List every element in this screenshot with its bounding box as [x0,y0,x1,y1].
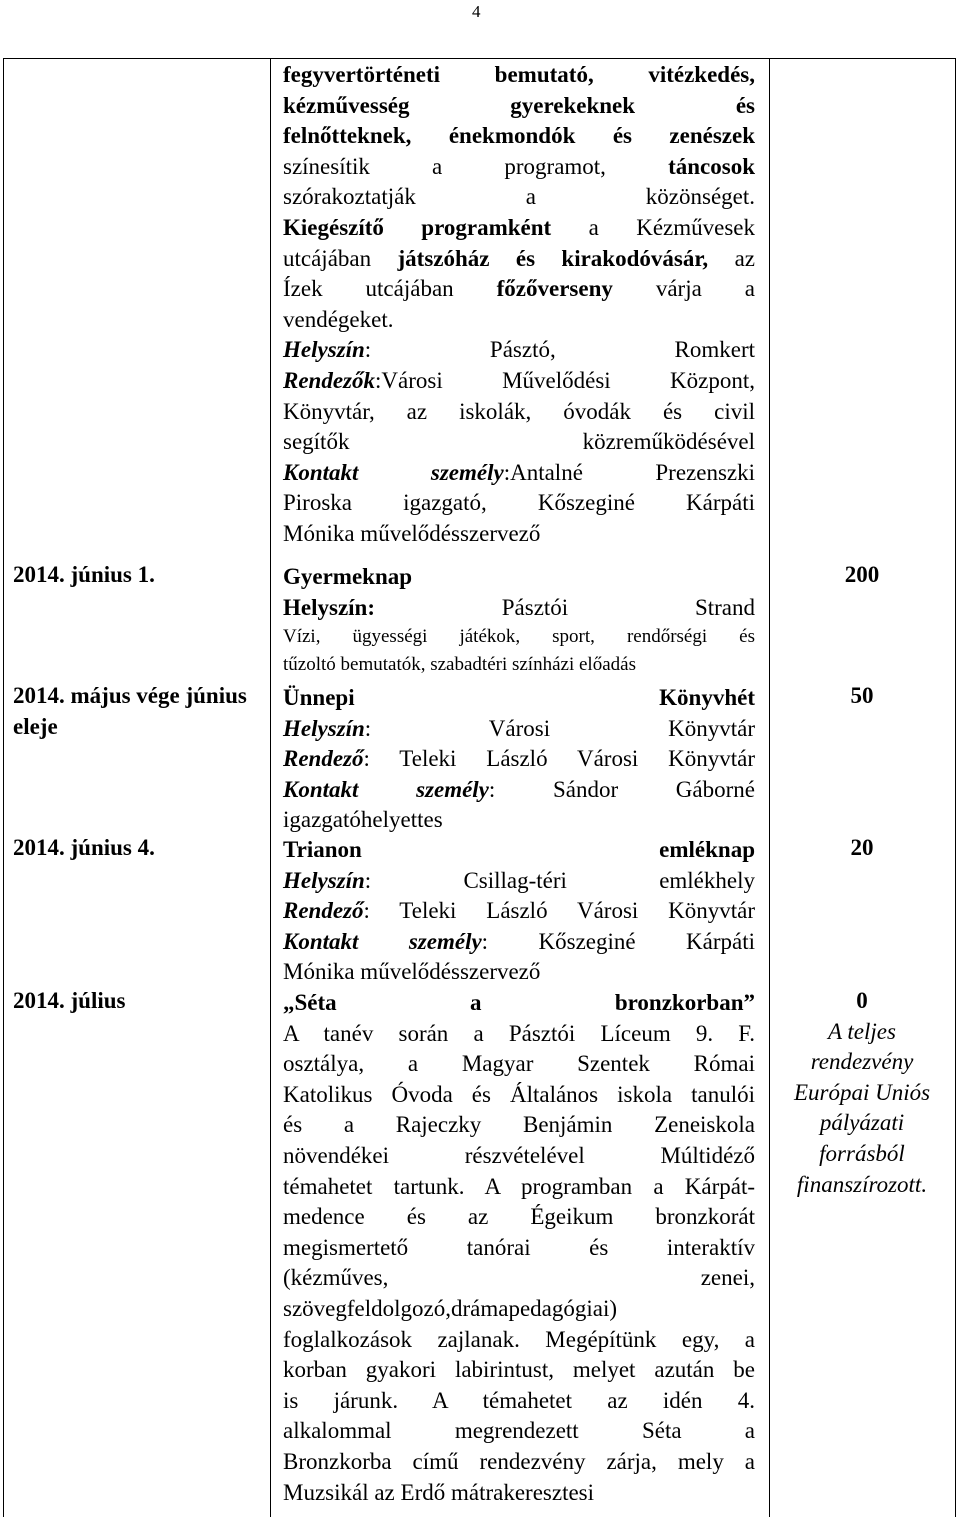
funding-note-line: pályázati [819,1110,905,1136]
description-line [283,1325,755,1356]
event-date: 2014. június 4. [13,835,155,860]
description-text: medence és az Égeikum bronzkorát [283,1204,755,1230]
description-text: A tanév során a Pásztói Líceum 9. F. [283,1020,755,1046]
description-text: : Sándor Gáborné [488,776,755,802]
description-line [283,1141,755,1172]
funding-note-line: finanszírozott. [796,1171,928,1197]
description-line [283,519,755,550]
description-text: utcájában [283,245,398,271]
description-line [283,1447,755,1478]
description-line [283,1416,755,1447]
description-text: : Kőszeginé Kárpáti [481,928,755,954]
description-text: Kiegészítő programként [283,215,552,240]
description-text: vendégeket. [283,306,394,332]
funding-note-line: rendezvény [810,1049,914,1075]
description-text: Bronzkorba című rendezvény zárja, mely a [283,1449,755,1474]
description-text: Helyszín: [283,594,375,620]
description-line [283,1386,755,1417]
description-text: : Csillag-téri emlékhely [364,867,755,893]
event-date: 2014. május vége június eleje [13,683,247,739]
participant-count [770,833,954,864]
description-text: alkalommal megrendezett Séta a [283,1418,755,1444]
description-line [283,244,755,275]
description-line [283,305,755,336]
description-text: Helyszín [283,337,365,363]
column-rule-0 [3,58,4,1517]
description-line [283,1233,755,1264]
description-line [283,274,755,305]
description-text: Vízi, ügyességi játékok, sport, rendőrségi és [283,626,755,648]
description-line [283,182,755,213]
participant-number: 50 [850,683,874,708]
description-text: színesítik a programot, [283,153,669,179]
description-line [283,1172,755,1203]
description-text: : Teleki László Városi Könyvtár [363,746,755,772]
description-text: felnőtteknek, énekmondók és zenészek [283,123,755,149]
event-date: 2014. június 1. [13,562,155,587]
funding-note-line: Európai Uniós [793,1079,931,1105]
description-text: Rendező [283,898,364,924]
participant-number: 200 [844,562,880,587]
description-line [283,957,755,988]
description-text: osztálya, a Magyar Szentek Római [283,1051,755,1077]
description-text: fegyvertörténeti bemutató, vitézkedés, [283,62,755,87]
description-text: foglalkozások zajlanak. Megépítünk egy, a [283,1326,755,1352]
description-text: „Séta a bronzkorban” [283,990,755,1015]
description-line [283,366,755,397]
description-text: Gyermeknap [283,564,413,589]
description-text: Muzsikál az Erdő mátrakeresztesi [283,1479,595,1505]
description-text: Ízek utcájában [283,276,497,302]
description-text: kézművesség gyerekeknek és [283,92,755,118]
description-line [283,121,755,152]
description-line [283,835,755,866]
description-text: (kézműves, zenei, [283,1265,755,1291]
description-text: főzőverseny [496,276,613,302]
participant-count [770,560,954,591]
description-line [283,1110,755,1141]
description-text: Rendezők [283,368,375,393]
description-text: :Városi Művelődési Központ, [375,368,755,393]
description-line [283,775,755,806]
description-line [283,488,755,519]
description-text: igazgatóhelyettes [283,807,443,833]
description-line [283,427,755,458]
description-line [283,714,755,745]
description-text: és a Rajeczky Benjámin Zeneiskola [283,1112,755,1138]
events-table [3,58,955,1517]
description-text: megismertető tanórai és interaktív [283,1234,755,1260]
participant-number: 20 [850,835,874,860]
description-text: Kontakt személy [283,928,482,954]
description-text: szövegfeldolgozó,drámapedagógiai) [283,1296,618,1321]
description-text: Mónika művelődésszervező [283,521,541,546]
description-text: táncosok [668,153,755,179]
description-line [283,60,755,91]
description-text: növendékei részvételével Múltidéző [283,1143,755,1168]
funding-note-line: forrásból [819,1140,905,1166]
description-text: : Pásztó, Romkert [364,337,755,363]
description-line [283,1294,755,1325]
description-text: Piroska igazgató, Kőszeginé Kárpáti [283,490,755,516]
description-text: Kontakt személy [283,459,504,485]
description-line [283,1478,755,1509]
description-line [283,213,755,244]
description-text: tűzoltó bemutatók, szabadtéri színházi előadás [283,654,636,676]
description-line [283,593,755,624]
description-text: korban gyakori labirintust, melyet azután be [283,1357,755,1383]
participant-count [770,681,954,712]
description-line [283,1049,755,1080]
description-text: Katolikus Óvoda és Általános iskola tanulói [283,1081,755,1107]
description-text: a Kézművesek [551,215,756,240]
description-line [283,397,755,428]
description-line [283,562,755,593]
participant-number: 0 [856,988,868,1013]
description-text: : Teleki László Városi Könyvtár [363,898,755,924]
description-line [283,866,755,897]
description-text: Helyszín [283,867,365,893]
description-text: Helyszín [283,715,365,741]
description-text: Kontakt személy [283,776,489,802]
description-text: Mónika művelődésszervező [283,959,541,985]
description-text: segítők közreműködésével [283,429,755,455]
description-line [283,1202,755,1233]
description-text: : Városi Könyvtár [364,715,755,741]
event-date: 2014. július [13,988,126,1013]
description-line [283,1019,755,1050]
description-line [283,988,755,1019]
description-line [283,335,755,366]
description-text: Trianon emléknap [283,837,755,862]
description-text: Pásztói Strand [375,594,755,620]
column-rule-3 [955,58,956,1517]
description-line [283,896,755,927]
description-line [283,651,755,679]
description-text: :Antalné Prezenszki [503,459,755,485]
description-line [283,744,755,775]
column-rule-1 [270,58,271,1517]
description-text: az [708,245,755,271]
description-line [283,1080,755,1111]
column-rule-2 [769,58,770,1517]
funding-note-line: A teljes [828,1018,896,1044]
page-number: 4 [472,2,481,21]
description-text: Könyvtár, az iskolák, óvodák és civil [283,398,755,424]
description-line [283,623,755,651]
description-line [283,458,755,489]
table-top-border [3,58,955,59]
description-line [283,152,755,183]
description-line [283,91,755,122]
description-text: szórakoztatják a közönséget. [283,184,755,210]
description-line [283,805,755,836]
description-text: várja a [612,276,755,302]
participant-count [770,986,954,1200]
description-line [283,927,755,958]
description-text: Rendező [283,746,364,772]
description-line [283,683,755,714]
description-text: témahetet tartunk. A programban a Kárpát- [283,1173,755,1199]
description-line [283,1263,755,1294]
description-line [283,1355,755,1386]
description-text: játszóház és kirakodóvásár, [397,245,709,271]
description-text: is járunk. A témahetet az idén 4. [283,1387,755,1413]
description-text: Ünnepi Könyvhét [283,685,755,710]
